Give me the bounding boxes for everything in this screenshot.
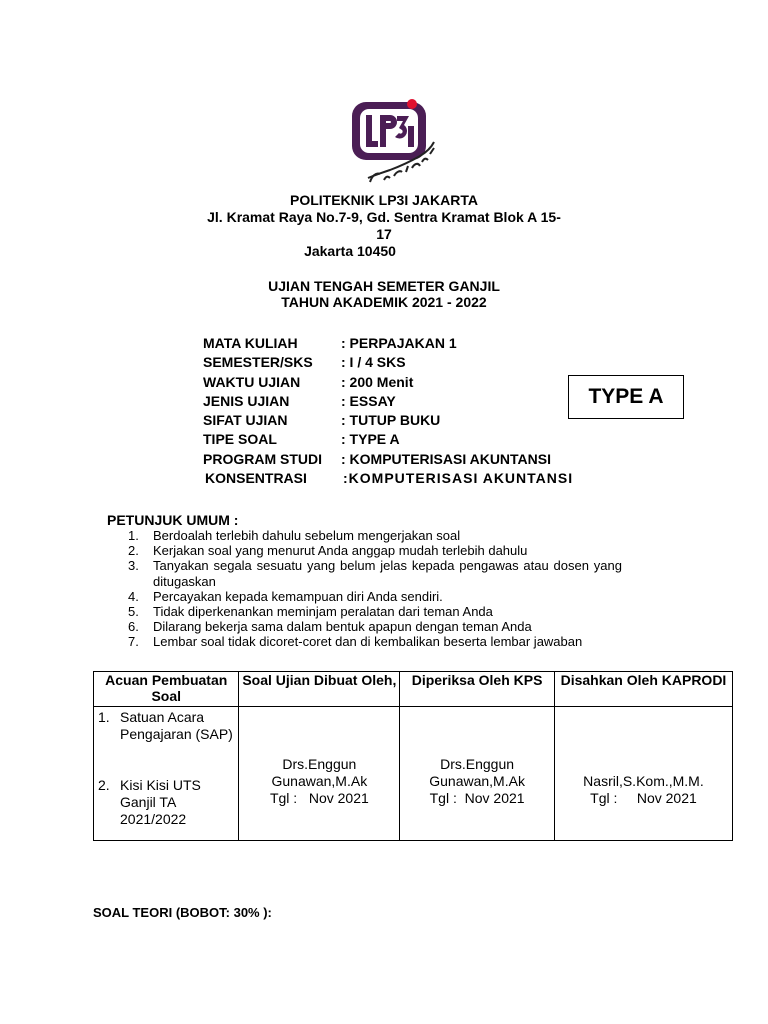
list-text: Tidak diperkenankan meminjam peralatan dari teman Anda — [153, 604, 493, 620]
list-number: 4. — [128, 588, 139, 604]
soal-teori-heading: SOAL TEORI (BOBOT: 30% ): — [93, 905, 272, 920]
list-item — [128, 558, 622, 588]
info-row — [203, 430, 573, 449]
dibuat-cell — [239, 707, 400, 841]
info-value: : ESSAY — [341, 392, 396, 409]
list-item — [128, 589, 622, 604]
list-text: Kerjakan soal yang menurut Anda anggap mudah terlebih dahulu — [153, 543, 528, 559]
type-box: TYPE A — [568, 375, 684, 419]
sign-date: Tgl : Nov 2021 — [429, 790, 525, 806]
petunjuk-list — [128, 528, 622, 650]
signer-name: Nasril,S.Kom.,M.M. — [583, 773, 704, 789]
info-value: : 200 Menit — [341, 373, 414, 390]
city-line: Jakarta 10450 — [304, 243, 396, 259]
header-dibuat: Soal Ujian Dibuat Oleh, — [239, 672, 400, 707]
signer-name: Drs.Enggun Gunawan,M.Ak — [429, 756, 525, 789]
list-item — [128, 543, 622, 558]
info-label: SIFAT UJIAN — [203, 412, 288, 429]
header-diperiksa: Diperiksa Oleh KPS — [400, 672, 555, 707]
list-item — [128, 604, 622, 619]
list-item — [128, 528, 622, 543]
list-item — [128, 619, 622, 634]
exam-title: UJIAN TENGAH SEMETER GANJIL — [268, 278, 500, 294]
list-text: Berdoalah terlebih dahulu sebelum mengerjakan soal — [153, 528, 461, 543]
acuan-number: 1. — [98, 709, 110, 725]
info-row — [203, 411, 573, 430]
list-number: 1. — [128, 528, 139, 543]
info-row — [203, 469, 573, 488]
info-row — [203, 373, 573, 392]
address-line-2: 17 — [376, 226, 392, 242]
signer-name: Drs.Enggun Gunawan,M.Ak — [271, 756, 368, 789]
header-acuan: Acuan Pembuatan Soal — [94, 672, 239, 707]
info-label: SEMESTER/SKS — [203, 354, 313, 371]
list-text: Tanyakan segala sesuatu yang belum jelas kepada pengawas atau dosen yang ditugaskan — [153, 558, 622, 589]
info-label: MATA KULIAH — [203, 335, 298, 351]
acuan-text: Kisi Kisi UTS Ganjil TA 2021/2022 — [120, 777, 201, 827]
petunjuk-title: PETUNJUK UMUM : — [107, 512, 239, 528]
list-number: 6. — [128, 619, 139, 635]
header-disahkan: Disahkan Oleh KAPRODI — [554, 672, 732, 707]
info-row — [203, 392, 573, 411]
list-number: 5. — [128, 604, 139, 620]
acuan-text: Satuan Acara Pengajaran (SAP) — [120, 709, 233, 742]
list-number: 2. — [128, 543, 139, 559]
list-text: Dilarang bekerja sama dalam bentuk apapun dengan teman Anda — [153, 619, 532, 635]
info-value: : TYPE A — [341, 431, 400, 448]
list-item — [128, 634, 622, 649]
approval-table — [93, 671, 733, 841]
list-number: 7. — [128, 634, 139, 650]
signature-block — [556, 708, 731, 807]
info-value: : KOMPUTERISASI AKUNTANSI — [341, 450, 551, 467]
signature-block — [401, 708, 553, 807]
info-label: KONSENTRASI — [205, 470, 307, 487]
table-header-row — [94, 672, 733, 707]
acuan-cell — [94, 707, 239, 841]
acuan-item — [98, 709, 234, 743]
academic-year: TAHUN AKADEMIK 2021 - 2022 — [281, 294, 487, 310]
acuan-number: 2. — [98, 777, 110, 793]
list-text: Lembar soal tidak dicoret-coret dan di kembalikan beserta lembar jawaban — [153, 634, 583, 650]
info-value: :KOMPUTERISASI AKUNTANSI — [343, 470, 574, 487]
info-label: WAKTU UJIAN — [203, 373, 301, 390]
table-row — [94, 707, 733, 841]
list-text: Percayakan kepada kemampuan diri Anda sendiri. — [153, 588, 443, 604]
info-row — [203, 334, 573, 353]
list-number: 3. — [128, 558, 139, 574]
info-label: PROGRAM STUDI — [203, 450, 322, 467]
signature-block — [240, 708, 398, 807]
info-value: : PERPAJAKAN 1 — [341, 335, 457, 351]
info-value: : TUTUP BUKU — [341, 412, 441, 429]
info-label: JENIS UJIAN — [203, 392, 290, 409]
info-value: : I / 4 SKS — [341, 354, 406, 371]
sign-date: Tgl : Nov 2021 — [269, 790, 369, 806]
institution-name: POLITEKNIK LP3I JAKARTA — [290, 192, 478, 208]
info-row — [203, 450, 573, 469]
address-line-1: Jl. Kramat Raya No.7-9, Gd. Sentra Kramat Blok A 15- — [207, 209, 561, 225]
info-row — [203, 353, 573, 372]
diperiksa-cell — [400, 707, 555, 841]
acuan-item — [98, 777, 234, 828]
sign-date: Tgl : Nov 2021 — [590, 790, 697, 806]
disahkan-cell — [554, 707, 732, 841]
info-label: TIPE SOAL — [203, 431, 277, 448]
exam-info — [203, 334, 573, 488]
lp3i-logo — [348, 96, 448, 192]
